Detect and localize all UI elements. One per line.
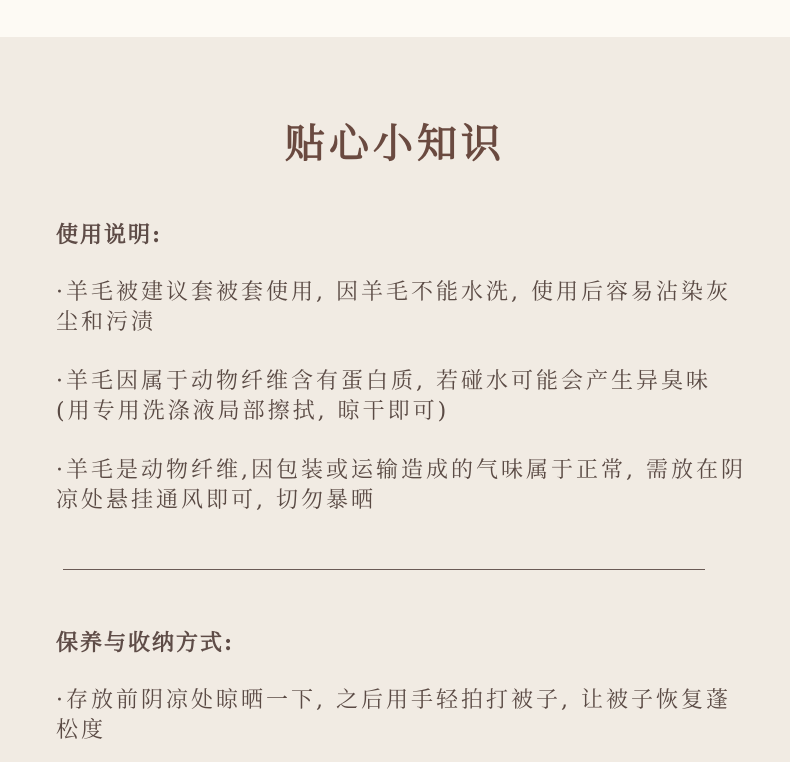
top-band [0, 0, 790, 37]
usage-item-1: ·羊毛被建议套被套使用, 因羊毛不能水洗, 使用后容易沾染灰尘和污渍 [56, 280, 731, 335]
section-divider [63, 569, 705, 570]
usage-item-3: ·羊毛是动物纤维,因包装或运输造成的气味属于正常, 需放在阴凉处悬挂通风即可, 切勿暴晒 [56, 458, 746, 513]
care-item-1: ·存放前阴凉处晾晒一下, 之后用手轻拍打被子, 让被子恢复蓬松度 [56, 688, 731, 743]
care-heading: 保养与收纳方式: [56, 630, 235, 656]
usage-heading: 使用说明: [56, 222, 163, 248]
page-title: 贴心小知识 [285, 120, 505, 167]
usage-item-2: ·羊毛因属于动物纤维含有蛋白质, 若碰水可能会产生异臭味(用专用洗涤液局部擦拭, 晾干即可) [56, 369, 711, 424]
